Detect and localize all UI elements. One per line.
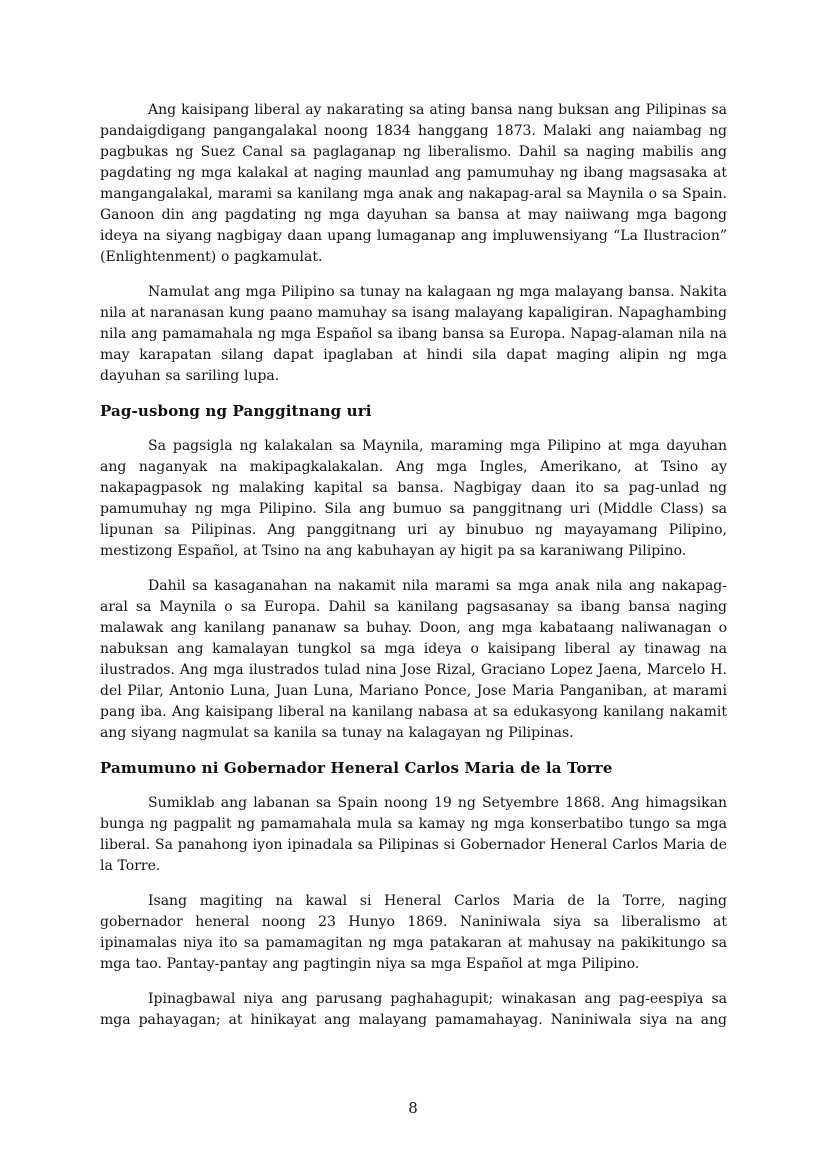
body-paragraph-namulat: Namulat ang mga Pilipino sa tunay na kalagaan ng mga malayang bansa. Nakita nila at naranasan kung paano mamuhay sa isang malayang kapaligiran. Napaghambing nila ang pamamahala ng mga Español sa ibang bansa sa Europa. Napag-alaman nila na may karapatan silang dapat ipaglaban at hindi sila dapat maging alipin ng mga dayuhan sa sariling lupa. (100, 284, 727, 384)
page-number: 8 (408, 1099, 418, 1117)
page-body (100, 100, 727, 1045)
body-paragraph-ipinagbawal: Ipinagbawal niya ang parusang paghahagupit; winakasan ang pag-eespiya sa mga pahayagan; at hinikayat ang malayang pamamahayag. Naniniwala siya na ang (100, 991, 727, 1028)
body-paragraph-kalakalan: Sa pagsigla ng kalakalan sa Maynila, maraming mga Pilipino at mga dayuhan ang naganyak na makipagkalakalan. Ang mga Ingles, Amerikano, at Tsino ay nakapagpasok ng malaking kapital sa bansa. Nagbigay daan ito sa pag-unlad ng pamumuhay ng mga Pilipino. Sila ang bumuo sa panggitnang uri (Middle Class) sa lipunan sa Pilipinas. Ang panggitnang uri ay binubuo ng mayayamang Pilipino, mestizong Español, at Tsino na ang kabuhayan ay higit pa sa karaniwang Pilipino. (100, 438, 727, 559)
section-heading-pag-usbong: Pag-usbong ng Panggitnang uri (100, 402, 372, 420)
body-paragraph-sumiklab: Sumiklab ang labanan sa Spain noong 19 ng Setyembre 1868. Ang himagsikan bunga ng pagpalit ng pamamahala mula sa kamay ng mga konserbatibo tungo sa mga liberal. Sa panahong iyon ipinadala sa Pilipinas si Gobernador Heneral Carlos Maria de la Torre. (100, 795, 727, 874)
body-paragraph-liberal-ideas: Ang kaisipang liberal ay nakarating sa ating bansa nang buksan ang Pilipinas sa pandaigdigang pangangalakal noong 1834 hanggang 1873. Malaki ang naiambag ng pagbukas ng Suez Canal sa paglaganap ng liberalismo. Dahil sa naging mabilis ang pagdating ng mga kalakal at naging maunlad ang pamumuhay ng ibang magsasaka at mangangalakal, marami sa kanilang mga anak ang nakapag-aral sa Maynila o sa Spain. Ganoon din ang pagdating ng mga dayuhan sa bansa at may naiiwang mga bagong ideya na siyang nagbigay daan upang lumaganap ang impluwensiyang “La Ilustracion” (Enlightenment) o pagkamulat. (100, 102, 727, 265)
section-heading-pamumuno: Pamumuno ni Gobernador Heneral Carlos Maria de la Torre (100, 759, 613, 777)
body-paragraph-de-la-torre: Isang magiting na kawal si Heneral Carlos Maria de la Torre, naging gobernador heneral noong 23 Hunyo 1869. Naniniwala siya sa liberalismo at ipinamalas niya ito sa pamamagitan ng mga patakaran at mahusay na pakikitungo sa mga tao. Pantay-pantay ang pagtingin niya sa mga Español at mga Pilipino. (100, 893, 727, 972)
body-paragraph-ilustrados: Dahil sa kasaganahan na nakamit nila marami sa mga anak nila ang nakapag-aral sa Maynila o sa Europa. Dahil sa kanilang pagsasanay sa ibang bansa naging malawak ang kanilang pananaw sa buhay. Doon, ang mga kabataang naliwanagan o nabuksan ang kamalayan tungkol sa mga ideya o kaisipang liberal ay tinawag na ilustrados. Ang mga ilustrados tulad nina Jose Rizal, Graciano Lopez Jaena, Marcelo H. del Pilar, Antonio Luna, Juan Luna, Mariano Ponce, Jose Maria Panganiban, at marami pang iba. Ang kaisipang liberal na kanilang nabasa at sa edukasyong kanilang nakamit ang siyang nagmulat sa kanila sa tunay na kalagayan ng Pilipinas. (100, 578, 727, 741)
